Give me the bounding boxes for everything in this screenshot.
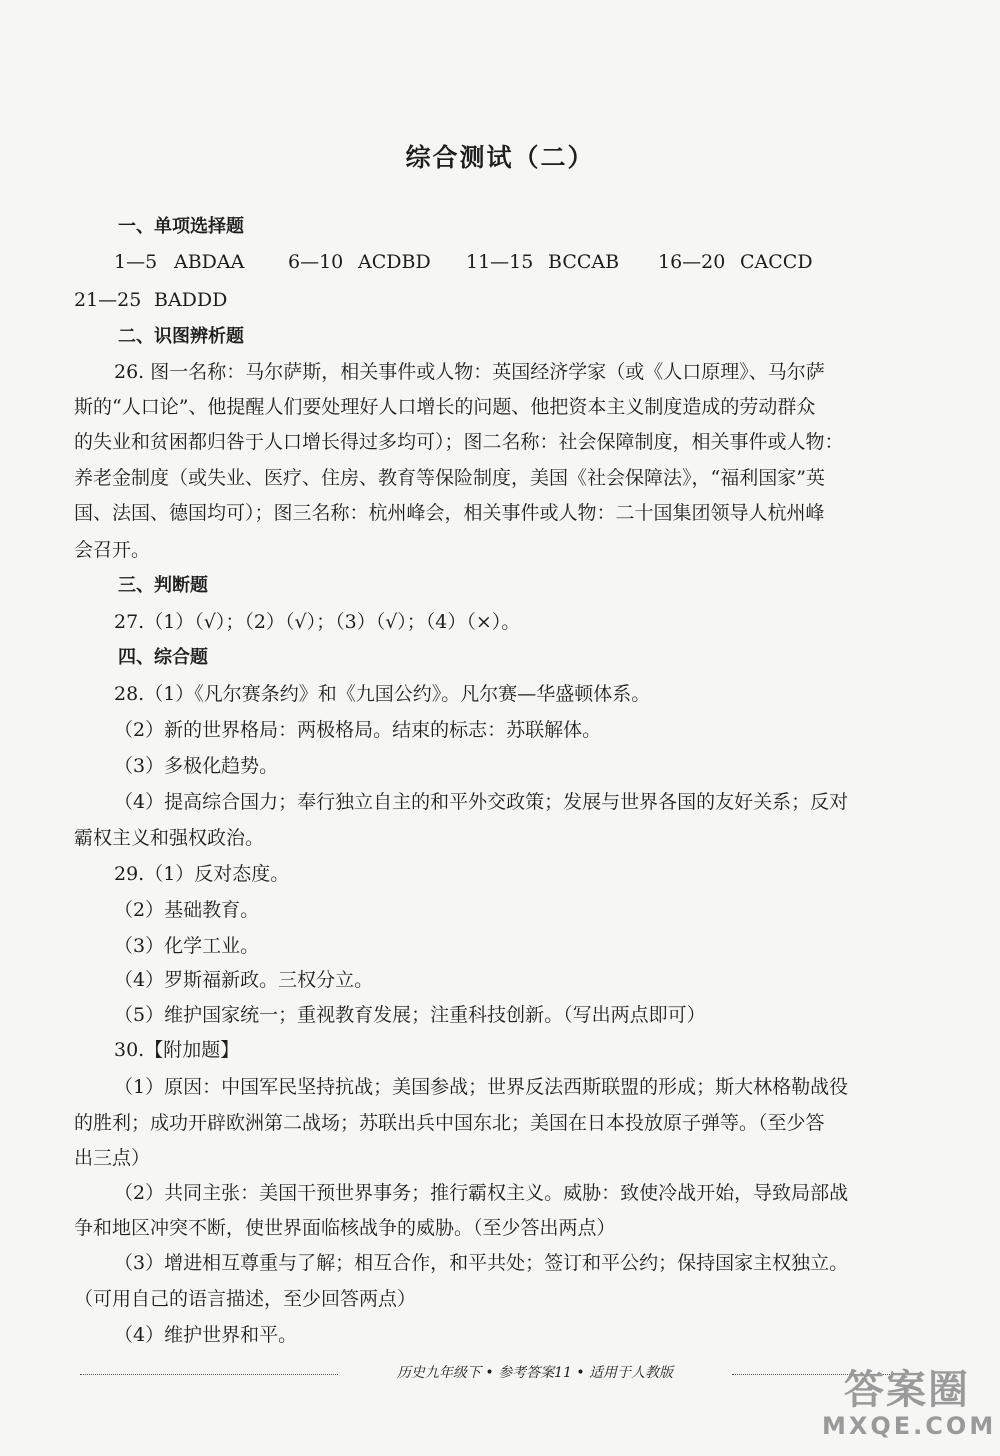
answer-line: 霸权主义和强权政治。 [74,827,265,849]
page-title: 综合测试（二） [405,143,595,172]
answer-line: （可用自己的语言描述，至少回答两点） [74,1288,417,1310]
answer-line: 争和地区冲突不断，使世界面临核战争的威胁。（至少答出两点） [74,1217,616,1239]
footer-divider [80,1374,338,1375]
answer-line: （3）增进相互尊重与了解；相互合作，和平共处；签订和平公约；保持国家主权独立。 [114,1252,849,1274]
choice-range: 11—15 [466,251,534,273]
answer-line: 养老金制度（或失业、医疗、住房、教育等保险制度，美国《社会保障法》，“福利国家”英 [74,467,825,489]
answer-line: （2）基础教育。 [114,899,260,921]
answer-line: （3）化学工业。 [114,935,260,957]
answer-line: 出三点） [74,1147,151,1169]
answer-line: 的失业和贫困都归咎于人口增长得过多均可）；图二名称：社会保障制度，相关事件或人物： [74,431,844,453]
answer-line: 29.（1）反对态度。 [114,863,290,885]
section-heading-comprehensive: 四、综合题 [118,647,208,668]
footer-text: 历史九年级下 • 参考答案11 • 适用于人教版 [396,1365,674,1381]
answer-line: 会召开。 [74,539,151,561]
choice-answer: BCCAB [548,251,620,273]
answer-line: （2）共同主张：美国干预世界事务；推行霸权主义。威胁：致使冷战开始，导致局部战 [114,1182,849,1204]
answer-line: （2）新的世界格局：两极格局。结束的标志：苏联解体。 [114,719,602,741]
watermark-text: 答案圈 [844,1367,970,1413]
answer-line: 斯的“人口论”、他提醒人们要处理好人口增长的问题、他把资本主义制度造成的劳动群众 [74,396,816,418]
answer-line: 30.【附加题】 [114,1039,240,1061]
choice-answer: CACCD [740,251,813,273]
answer-line: （4）罗斯福新政。三权分立。 [114,969,374,991]
section-heading-choice: 一、单项选择题 [118,216,244,237]
choice-answer: ACDBD [358,251,431,273]
choice-answer: ABDAA [174,251,245,273]
answer-line: 26. 图一名称：马尔萨斯，相关事件或人物：英国经济学家（或《人口原理》、马尔萨 [114,361,825,383]
watermark-logo [822,1367,997,1448]
answer-line: （3）多极化趋势。 [114,755,279,777]
section-heading-judgement: 三、判断题 [118,575,208,596]
watermark-url: MXQE.COM [822,1412,997,1440]
choice-answer: BADDD [154,289,228,311]
choice-range: 16—20 [658,251,726,273]
page-footer [80,1362,920,1386]
answer-line: 28.（1）《凡尔赛条约》和《九国公约》。凡尔赛—华盛顿体系。 [114,683,651,705]
choice-range: 1—5 [114,251,158,273]
answer-line: （1）原因：中国军民坚持抗战；美国参战；世界反法西斯联盟的形成；斯大林格勒战役 [114,1076,849,1098]
choice-answers-row-2 [74,288,227,312]
choice-range: 21—25 [74,289,142,311]
answer-line: 的胜利；成功开辟欧洲第二战场；苏联出兵中国东北；美国在日本投放原子弹等。（至少答 [74,1112,825,1134]
answer-line: （5）维护国家统一；重视教育发展；注重科技创新。（写出两点即可） [114,1004,706,1026]
answer-line: 国、法国、德国均可）；图三名称：杭州峰会，相关事件或人物：二十国集团领导人杭州峰 [74,502,825,524]
choice-answers-row-1 [114,250,813,274]
answer-line: （4）维护世界和平。 [114,1324,298,1346]
choice-range: 6—10 [288,251,344,273]
answer-line: 27.（1）（√）；（2）（√）；（3）（√）；（4）（×）。 [114,611,521,633]
answer-line: （4）提高综合国力；奉行独立自主的和平外交政策；发展与世界各国的友好关系；反对 [114,791,849,813]
section-heading-image-analysis: 二、识图辨析题 [118,326,244,347]
